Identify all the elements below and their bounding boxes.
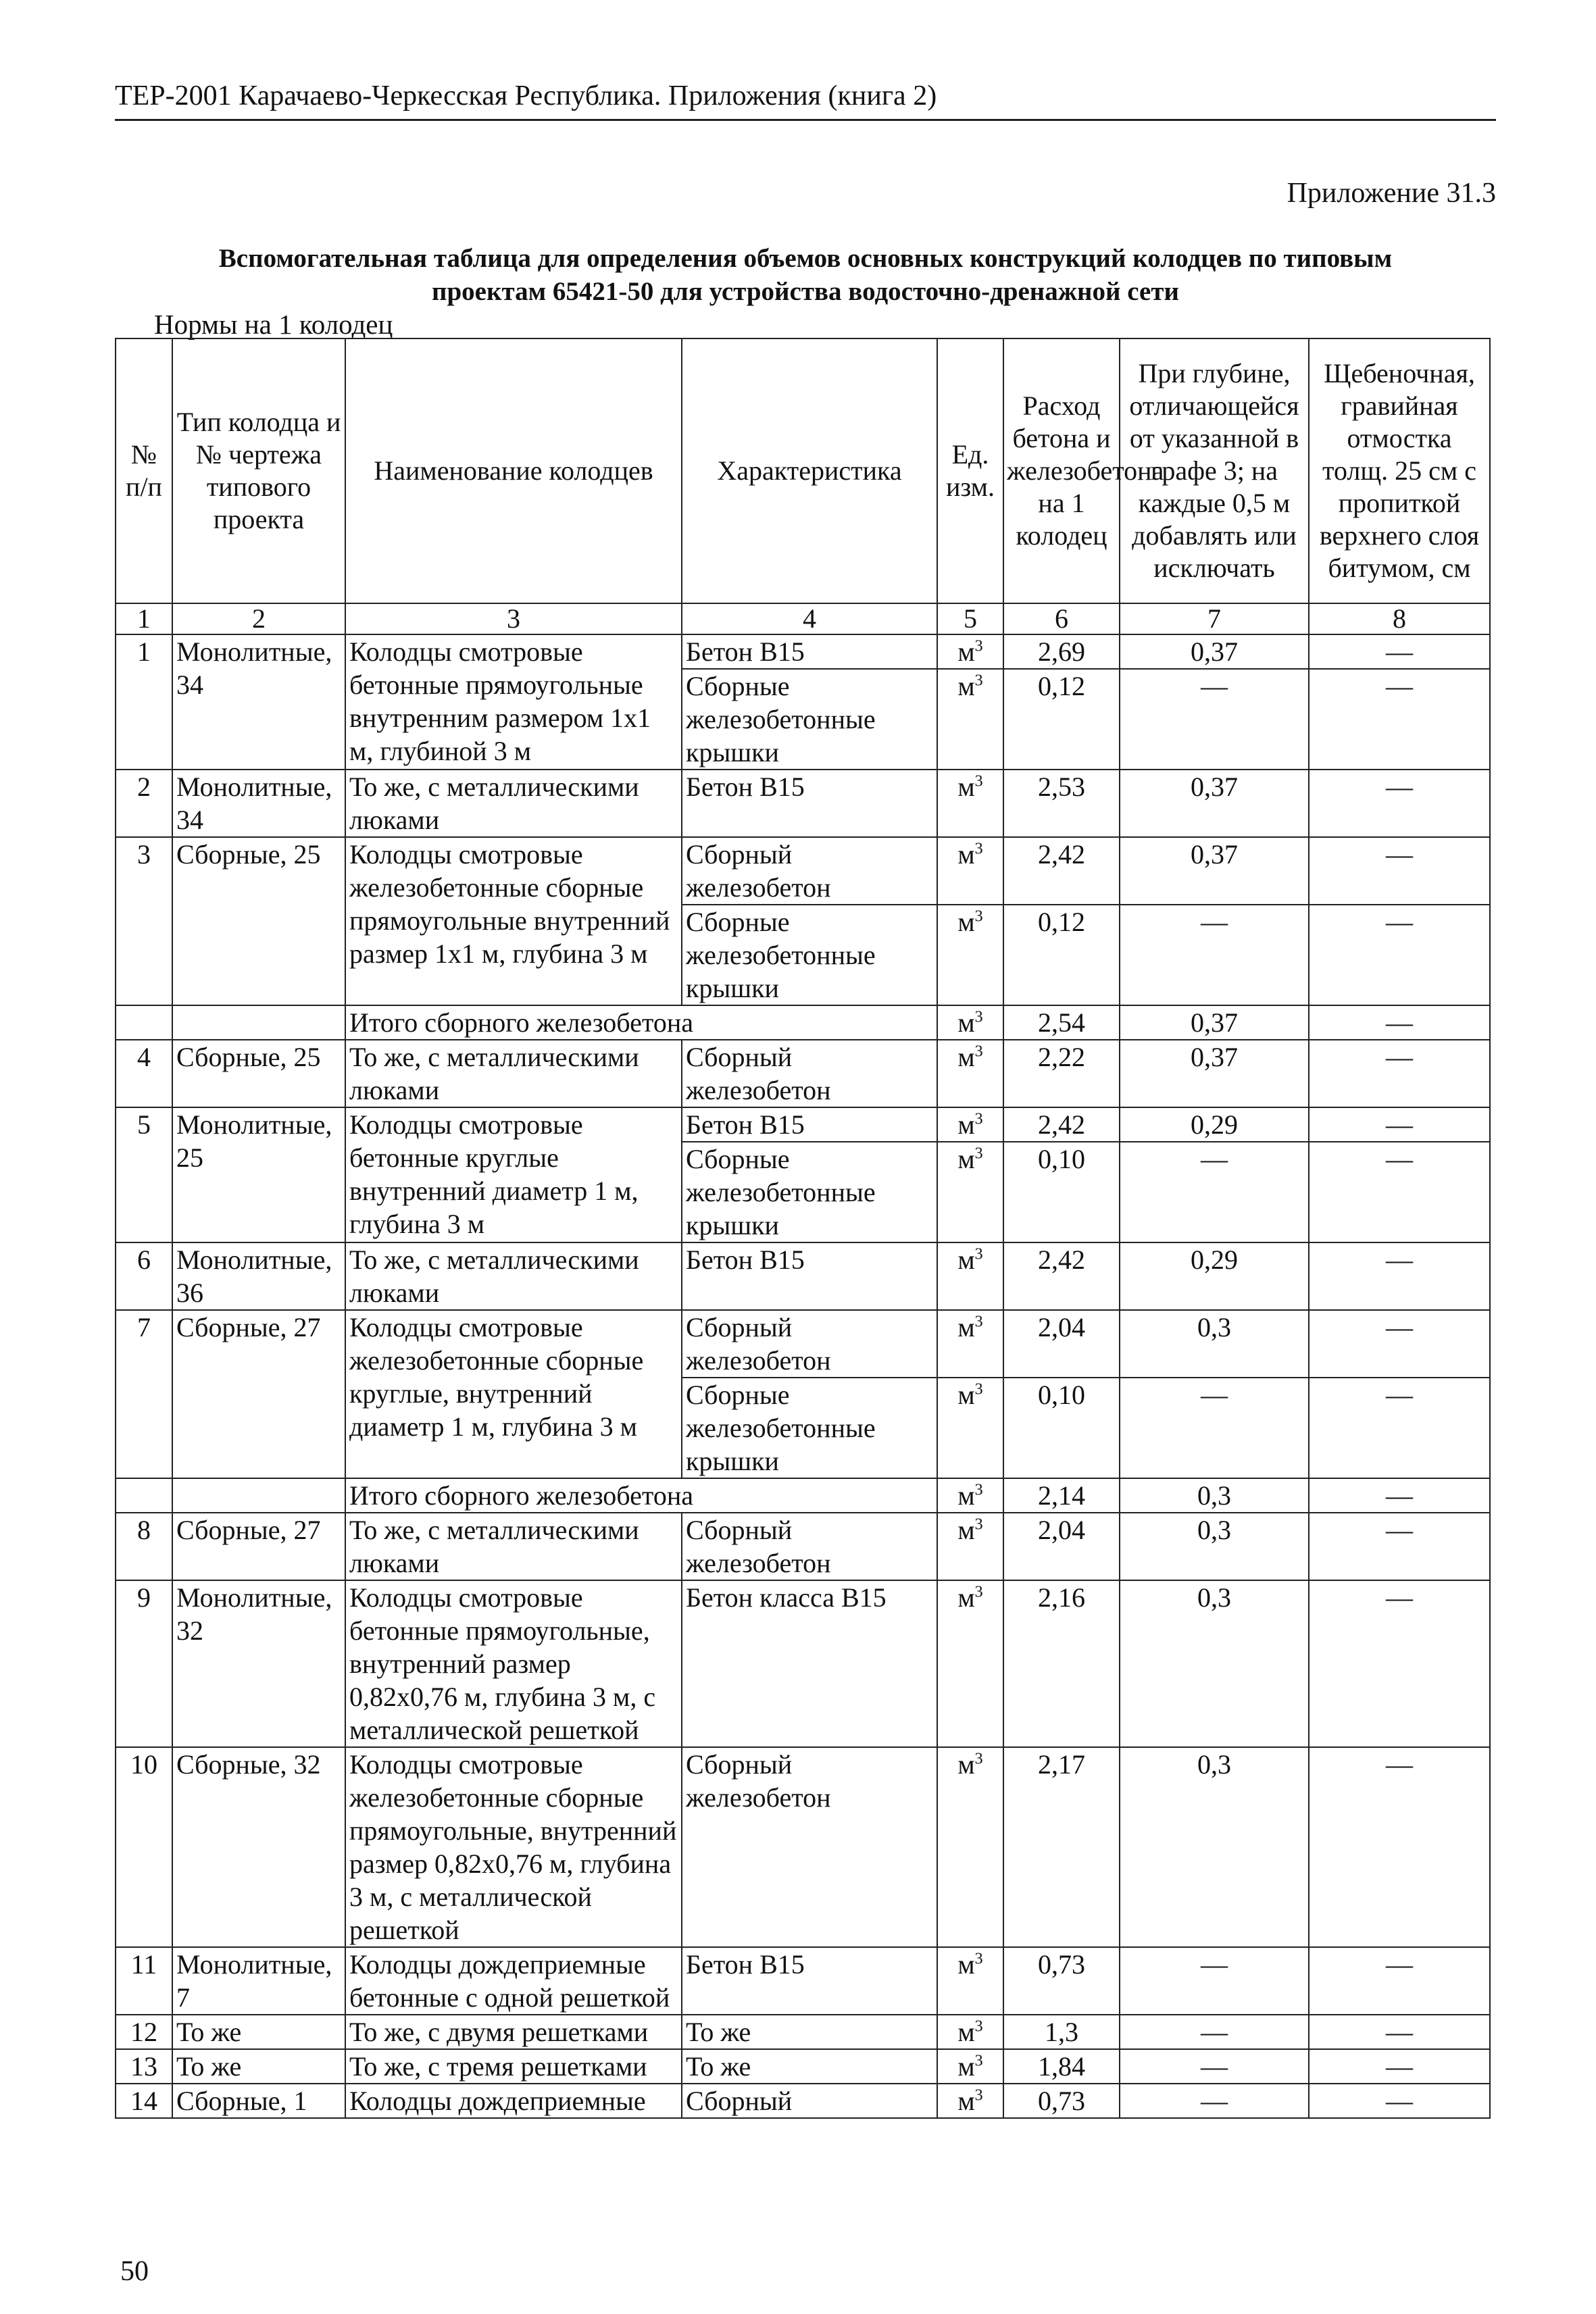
num-cell: 7 <box>116 1310 172 1478</box>
type-cell <box>172 1005 345 1040</box>
unit-exponent: 3 <box>974 1110 983 1128</box>
unit-cell <box>937 1242 1003 1310</box>
gravel-cell: — <box>1309 1040 1490 1107</box>
total-row <box>116 1478 1490 1513</box>
table-row <box>116 2015 1490 2049</box>
usage-cell: 2,04 <box>1003 1513 1120 1580</box>
name-cell: То же, с металлическими люками <box>345 1513 682 1580</box>
name-cell: Колодцы смотровые железобетонные сборные прямоугольные, внутренний размер 0,82х0,76 м, глубина 3 м, с металлической решеткой <box>345 1747 682 1947</box>
column-number: 7 <box>1120 603 1309 634</box>
depth-cell: — <box>1120 1142 1309 1242</box>
depth-cell: 0,37 <box>1120 1040 1309 1107</box>
unit-cell <box>937 837 1003 905</box>
total-label: Итого сборного железобетона <box>345 1478 937 1513</box>
type-cell: Монолитные, 25 <box>172 1107 345 1242</box>
unit-exponent: 3 <box>974 1583 983 1601</box>
norms-note: Нормы на 1 колодец <box>154 309 393 340</box>
depth-cell: 0,3 <box>1120 1478 1309 1513</box>
unit-base: м <box>957 2086 975 2116</box>
depth-cell: 0,29 <box>1120 1242 1309 1310</box>
usage-cell: 2,14 <box>1003 1478 1120 1513</box>
table-row <box>116 837 1490 905</box>
running-header: ТЕР-2001 Карачаево-Черкесская Республика. Приложения (книга 2) <box>115 80 1496 121</box>
num-cell: 13 <box>116 2049 172 2084</box>
num-cell: 3 <box>116 837 172 1005</box>
table-row <box>116 634 1490 669</box>
unit-cell <box>937 2084 1003 2118</box>
unit-base: м <box>957 636 975 667</box>
table-row <box>116 2084 1490 2118</box>
usage-cell: 2,16 <box>1003 1580 1120 1747</box>
gravel-cell: — <box>1309 2015 1490 2049</box>
column-number: 5 <box>937 603 1003 634</box>
type-cell: Сборные, 27 <box>172 1310 345 1478</box>
unit-cell <box>937 2015 1003 2049</box>
unit-cell <box>937 1310 1003 1378</box>
unit-exponent: 3 <box>974 1313 983 1331</box>
type-cell: Монолитные, 7 <box>172 1947 345 2015</box>
usage-cell: 0,10 <box>1003 1142 1120 1242</box>
characteristic-cell: Сборные железобетонные крышки <box>682 1378 937 1478</box>
unit-cell <box>937 1107 1003 1142</box>
table-row <box>116 770 1490 837</box>
table-row <box>116 1107 1490 1142</box>
unit-exponent: 3 <box>974 840 983 858</box>
depth-cell: 0,3 <box>1120 1310 1309 1378</box>
header-type: Тип колодца и № чертежа типового проекта <box>172 338 345 603</box>
num-cell: 5 <box>116 1107 172 1242</box>
characteristic-cell: Сборный железобетон <box>682 1310 937 1378</box>
unit-base: м <box>957 1749 975 1780</box>
characteristic-cell: Сборный <box>682 2084 937 2118</box>
unit-exponent: 3 <box>974 1380 983 1399</box>
type-cell: Монолитные, 36 <box>172 1242 345 1310</box>
unit-exponent: 3 <box>974 1245 983 1263</box>
characteristic-cell: Сборные железобетонные крышки <box>682 905 937 1005</box>
characteristic-cell: Бетон класса В15 <box>682 1580 937 1747</box>
usage-cell: 1,84 <box>1003 2049 1120 2084</box>
name-cell: Колодцы смотровые бетонные прямоугольные внутренним размером 1х1 м, глубиной 3 м <box>345 634 682 770</box>
unit-cell <box>937 770 1003 837</box>
usage-cell: 0,12 <box>1003 669 1120 770</box>
num-cell: 12 <box>116 2015 172 2049</box>
unit-base: м <box>957 2017 975 2047</box>
num-cell <box>116 1478 172 1513</box>
depth-cell: — <box>1120 905 1309 1005</box>
unit-exponent: 3 <box>974 772 983 790</box>
depth-cell: 0,3 <box>1120 1513 1309 1580</box>
gravel-cell: — <box>1309 2084 1490 2118</box>
table-row <box>116 1580 1490 1747</box>
name-cell: Колодцы дождеприемные <box>345 2084 682 2118</box>
unit-base: м <box>957 1380 975 1410</box>
name-cell: То же, с металлическими люками <box>345 1242 682 1310</box>
name-cell: То же, с двумя решетками <box>345 2015 682 2049</box>
unit-base: м <box>957 1109 975 1140</box>
gravel-cell: — <box>1309 1478 1490 1513</box>
characteristic-cell: Сборные железобетонные крышки <box>682 1142 937 1242</box>
name-cell: То же, с тремя решетками <box>345 2049 682 2084</box>
type-cell: То же <box>172 2049 345 2084</box>
title-line-1: Вспомогательная таблица для определения объемов основных конструкций колодцев по типовым <box>218 244 1393 273</box>
usage-cell: 2,42 <box>1003 837 1120 905</box>
unit-exponent: 3 <box>974 907 983 926</box>
gravel-cell: — <box>1309 669 1490 770</box>
column-number: 3 <box>345 603 682 634</box>
characteristic-cell: Сборный железобетон <box>682 1747 937 1947</box>
usage-cell: 2,42 <box>1003 1242 1120 1310</box>
unit-cell <box>937 1040 1003 1107</box>
num-cell: 10 <box>116 1747 172 1947</box>
total-label: Итого сборного железобетона <box>345 1005 937 1040</box>
column-number: 4 <box>682 603 937 634</box>
unit-cell <box>937 1513 1003 1580</box>
unit-cell <box>937 669 1003 770</box>
characteristic-cell: Бетон В15 <box>682 1947 937 2015</box>
characteristic-cell: Бетон В15 <box>682 1242 937 1310</box>
gravel-cell: — <box>1309 1142 1490 1242</box>
num-cell: 1 <box>116 634 172 770</box>
depth-cell: — <box>1120 2084 1309 2118</box>
num-cell: 8 <box>116 1513 172 1580</box>
usage-cell: 0,73 <box>1003 1947 1120 2015</box>
unit-base: м <box>957 1244 975 1275</box>
unit-base: м <box>957 772 975 802</box>
unit-exponent: 3 <box>974 672 983 690</box>
num-cell: 6 <box>116 1242 172 1310</box>
unit-exponent: 3 <box>974 1750 983 1768</box>
depth-cell: — <box>1120 1947 1309 2015</box>
unit-base: м <box>957 1949 975 1980</box>
num-cell: 9 <box>116 1580 172 1747</box>
column-number: 8 <box>1309 603 1490 634</box>
header-unit: Ед. изм. <box>937 338 1003 603</box>
num-cell: 11 <box>116 1947 172 2015</box>
table-row <box>116 2049 1490 2084</box>
unit-cell <box>937 1142 1003 1242</box>
depth-cell: — <box>1120 669 1309 770</box>
wells-table <box>115 338 1491 2119</box>
header-usage: Расход бетона и железобетона на 1 колодец <box>1003 338 1120 603</box>
characteristic-cell: То же <box>682 2015 937 2049</box>
table-row <box>116 1747 1490 1947</box>
gravel-cell: — <box>1309 1747 1490 1947</box>
unit-exponent: 3 <box>974 1515 983 1534</box>
header-depth-adjust: При глубине, отличающейся от указанной в графе 3; на каждые 0,5 м добавлять или исключать <box>1120 338 1309 603</box>
unit-cell <box>937 1747 1003 1947</box>
column-number: 1 <box>116 603 172 634</box>
type-cell <box>172 1478 345 1513</box>
type-cell: Сборные, 32 <box>172 1747 345 1947</box>
depth-cell: — <box>1120 1378 1309 1478</box>
unit-base: м <box>957 1007 975 1038</box>
column-number-row <box>116 603 1490 634</box>
gravel-cell: — <box>1309 837 1490 905</box>
unit-cell <box>937 1005 1003 1040</box>
table-row <box>116 1242 1490 1310</box>
unit-cell <box>937 1478 1003 1513</box>
num-cell: 2 <box>116 770 172 837</box>
gravel-cell: — <box>1309 1378 1490 1478</box>
unit-cell <box>937 1580 1003 1747</box>
characteristic-cell: Сборный железобетон <box>682 1513 937 1580</box>
type-cell: Сборные, 27 <box>172 1513 345 1580</box>
unit-base: м <box>957 2051 975 2082</box>
column-number: 2 <box>172 603 345 634</box>
gravel-cell: — <box>1309 1005 1490 1040</box>
name-cell: Колодцы смотровые железобетонные сборные прямоугольные внутренний размер 1х1 м, глубина 3 м <box>345 837 682 1005</box>
gravel-cell: — <box>1309 770 1490 837</box>
table-row <box>116 1513 1490 1580</box>
type-cell: Сборные, 1 <box>172 2084 345 2118</box>
usage-cell: 2,04 <box>1003 1310 1120 1378</box>
depth-cell: 0,37 <box>1120 1005 1309 1040</box>
unit-exponent: 3 <box>974 1950 983 1968</box>
usage-cell: 0,10 <box>1003 1378 1120 1478</box>
depth-cell: 0,3 <box>1120 1580 1309 1747</box>
table-row <box>116 1040 1490 1107</box>
usage-cell: 0,12 <box>1003 905 1120 1005</box>
type-cell: То же <box>172 2015 345 2049</box>
num-cell: 14 <box>116 2084 172 2118</box>
usage-cell: 0,73 <box>1003 2084 1120 2118</box>
gravel-cell: — <box>1309 1310 1490 1378</box>
usage-cell: 1,3 <box>1003 2015 1120 2049</box>
unit-base: м <box>957 1480 975 1511</box>
gravel-cell: — <box>1309 1580 1490 1747</box>
unit-base: м <box>957 839 975 870</box>
type-cell: Монолитные, 32 <box>172 1580 345 1747</box>
gravel-cell: — <box>1309 1242 1490 1310</box>
usage-cell: 2,42 <box>1003 1107 1120 1142</box>
unit-base: м <box>957 907 975 937</box>
depth-cell: 0,3 <box>1120 1747 1309 1947</box>
depth-cell: 0,37 <box>1120 634 1309 669</box>
gravel-cell: — <box>1309 1947 1490 2015</box>
unit-exponent: 3 <box>974 2086 983 2105</box>
usage-cell: 2,54 <box>1003 1005 1120 1040</box>
unit-exponent: 3 <box>974 1145 983 1163</box>
gravel-cell: — <box>1309 1107 1490 1142</box>
table-row <box>116 1947 1490 2015</box>
unit-exponent: 3 <box>974 1008 983 1026</box>
unit-base: м <box>957 1515 975 1545</box>
header-characteristic: Характеристика <box>682 338 937 603</box>
unit-base: м <box>957 1582 975 1613</box>
usage-cell: 2,53 <box>1003 770 1120 837</box>
header-name: Наименование колодцев <box>345 338 682 603</box>
usage-cell: 2,17 <box>1003 1747 1120 1947</box>
unit-cell <box>937 2049 1003 2084</box>
unit-exponent: 3 <box>974 1481 983 1499</box>
type-cell: Сборные, 25 <box>172 1040 345 1107</box>
title-line-2: проектам 65421-50 для устройства водосточно-дренажной сети <box>432 277 1179 306</box>
depth-cell: — <box>1120 2049 1309 2084</box>
document-title <box>115 242 1496 308</box>
name-cell: Колодцы смотровые бетонные круглые внутренний диаметр 1 м, глубина 3 м <box>345 1107 682 1242</box>
appendix-label: Приложение 31.3 <box>1287 178 1496 209</box>
gravel-cell: — <box>1309 2049 1490 2084</box>
header-gravel: Щебеночная, гравийная отмостка толщ. 25 см с пропиткой верхнего слоя битумом, см <box>1309 338 1490 603</box>
gravel-cell: — <box>1309 905 1490 1005</box>
unit-cell <box>937 1947 1003 2015</box>
unit-exponent: 3 <box>974 1042 983 1061</box>
unit-cell <box>937 1378 1003 1478</box>
usage-cell: 2,22 <box>1003 1040 1120 1107</box>
unit-base: м <box>957 1042 975 1072</box>
unit-exponent: 3 <box>974 637 983 655</box>
depth-cell: 0,29 <box>1120 1107 1309 1142</box>
num-cell <box>116 1005 172 1040</box>
num-cell: 4 <box>116 1040 172 1107</box>
name-cell: То же, с металлическими люками <box>345 770 682 837</box>
type-cell: Монолитные, 34 <box>172 770 345 837</box>
name-cell: Колодцы дождеприемные бетонные с одной решеткой <box>345 1947 682 2015</box>
characteristic-cell: То же <box>682 2049 937 2084</box>
wells-table-container <box>115 338 1489 2119</box>
unit-exponent: 3 <box>974 2052 983 2070</box>
characteristic-cell: Бетон В15 <box>682 634 937 669</box>
name-cell: Колодцы смотровые бетонные прямоугольные, внутренний размер 0,82х0,76 м, глубина 3 м, с металлической решеткой <box>345 1580 682 1747</box>
characteristic-cell: Сборные железобетонные крышки <box>682 669 937 770</box>
header-row <box>116 338 1490 603</box>
unit-base: м <box>957 1144 975 1174</box>
unit-cell <box>937 905 1003 1005</box>
characteristic-cell: Сборный железобетон <box>682 1040 937 1107</box>
page-number: 50 <box>120 2256 149 2287</box>
unit-base: м <box>957 671 975 701</box>
depth-cell: 0,37 <box>1120 770 1309 837</box>
table-row <box>116 1310 1490 1378</box>
gravel-cell: — <box>1309 1513 1490 1580</box>
name-cell: То же, с металлическими люками <box>345 1040 682 1107</box>
depth-cell: 0,37 <box>1120 837 1309 905</box>
characteristic-cell: Бетон В15 <box>682 770 937 837</box>
total-row <box>116 1005 1490 1040</box>
usage-cell: 2,69 <box>1003 634 1120 669</box>
header-num: № п/п <box>116 338 172 603</box>
unit-exponent: 3 <box>974 2017 983 2036</box>
name-cell: Колодцы смотровые железобетонные сборные круглые, внутренний диаметр 1 м, глубина 3 м <box>345 1310 682 1478</box>
characteristic-cell: Сборный железобетон <box>682 837 937 905</box>
column-number: 6 <box>1003 603 1120 634</box>
unit-base: м <box>957 1312 975 1342</box>
gravel-cell: — <box>1309 634 1490 669</box>
type-cell: Монолитные, 34 <box>172 634 345 770</box>
type-cell: Сборные, 25 <box>172 837 345 1005</box>
unit-cell <box>937 634 1003 669</box>
depth-cell: — <box>1120 2015 1309 2049</box>
characteristic-cell: Бетон В15 <box>682 1107 937 1142</box>
